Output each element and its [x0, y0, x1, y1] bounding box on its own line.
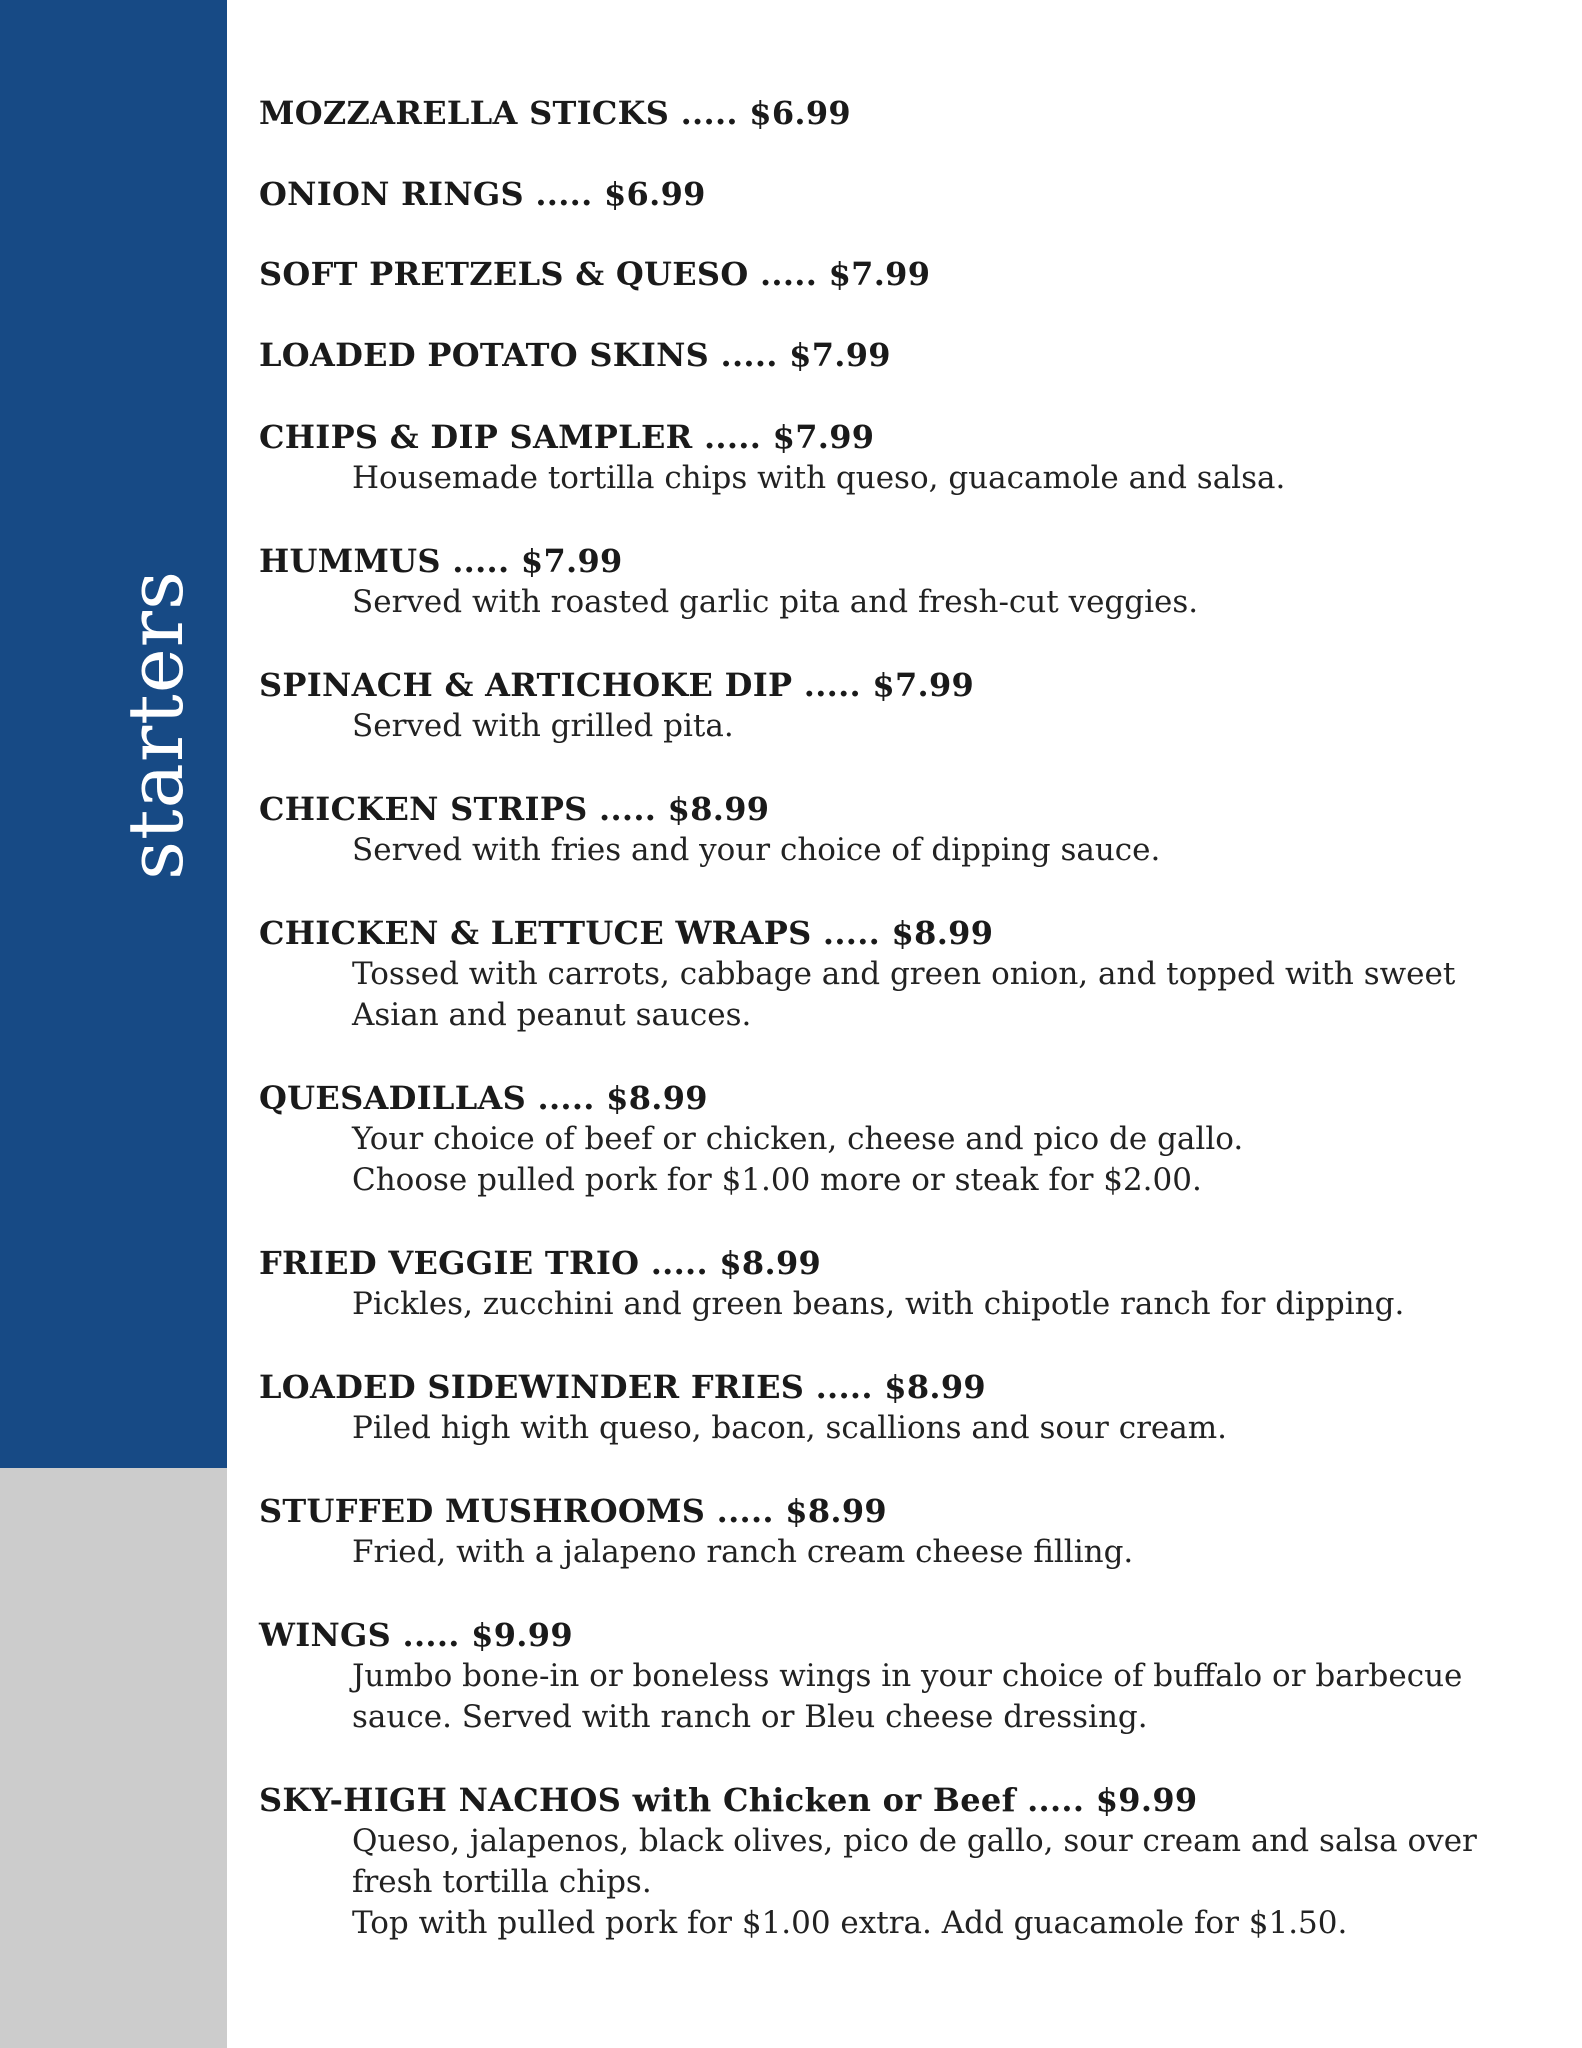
item-description: Pickles, zucchini and green beans, with chipotle ranch for dipping. [352, 1286, 1405, 1322]
item-description: Housemade tortilla chips with queso, guacamole and salsa. [352, 460, 1286, 496]
item-description: Served with grilled pita. [352, 708, 734, 744]
item-name: FRIED VEGGIE TRIO ..... $8.99 [259, 1244, 822, 1282]
item-description: Jumbo bone-in or boneless wings in your choice of buffalo or barbecue [352, 1658, 1463, 1694]
section-title: starters [111, 569, 200, 881]
menu-item [259, 1242, 1459, 1325]
item-description: Asian and peanut sauces. [352, 997, 752, 1033]
menu-item [259, 1614, 1463, 1738]
item-name: QUESADILLAS ..... $8.99 [259, 1079, 708, 1117]
item-description: Tossed with carrots, cabbage and green onion, and topped with sweet [352, 956, 1456, 992]
item-description: Queso, jalapenos, black olives, pico de gallo, sour cream and salsa over [352, 1823, 1477, 1859]
menu-item [259, 788, 1459, 871]
menu-item [259, 173, 1459, 215]
item-description: Top with pulled pork for $1.00 extra. Add guacamole for $1.50. [352, 1905, 1348, 1941]
item-description: Your choice of beef or chicken, cheese and pico de gallo. [352, 1121, 1244, 1157]
menu-item [259, 1077, 1459, 1201]
item-description: Fried, with a jalapeno ranch cream cheese filling. [352, 1534, 1134, 1570]
item-name: STUFFED MUSHROOMS ..... $8.99 [259, 1492, 887, 1530]
item-name: LOADED POTATO SKINS ..... $7.99 [259, 336, 891, 374]
item-name: LOADED SIDEWINDER FRIES ..... $8.99 [259, 1368, 986, 1406]
item-name: CHICKEN STRIPS ..... $8.99 [259, 790, 770, 828]
item-name: ONION RINGS ..... $6.99 [259, 175, 706, 213]
menu-item [259, 92, 1459, 134]
item-description: sauce. Served with ranch or Bleu cheese dressing. [352, 1699, 1148, 1735]
menu-item [259, 334, 1459, 376]
item-name: WINGS ..... $9.99 [259, 1616, 573, 1654]
item-description: fresh tortilla chips. [352, 1864, 652, 1900]
item-name: SKY-HIGH NACHOS with Chicken or Beef ..... $9.99 [259, 1781, 1198, 1819]
menu-item [259, 1366, 1459, 1449]
menu-item [259, 912, 1459, 1036]
item-description: Served with roasted garlic pita and fresh-cut veggies. [352, 584, 1199, 620]
menu-item [259, 1490, 1459, 1573]
item-name: HUMMUS ..... $7.99 [259, 542, 623, 580]
item-name: SPINACH & ARTICHOKE DIP ..... $7.99 [259, 666, 975, 704]
menu-item [259, 1779, 1477, 1944]
menu-item [259, 664, 1459, 747]
item-description: Served with fries and your choice of dipping sauce. [352, 832, 1161, 868]
item-description: Piled high with queso, bacon, scallions and sour cream. [352, 1410, 1227, 1446]
menu-item [259, 540, 1459, 623]
menu-item [259, 416, 1459, 499]
item-description: Choose pulled pork for $1.00 more or steak for $2.00. [352, 1162, 1202, 1198]
item-name: CHIPS & DIP SAMPLER ..... $7.99 [259, 418, 875, 456]
item-name: MOZZARELLA STICKS ..... $6.99 [259, 94, 851, 132]
item-name: SOFT PRETZELS & QUESO ..... $7.99 [259, 255, 931, 293]
menu-item [259, 253, 1459, 295]
item-name: CHICKEN & LETTUCE WRAPS ..... $8.99 [259, 914, 994, 952]
